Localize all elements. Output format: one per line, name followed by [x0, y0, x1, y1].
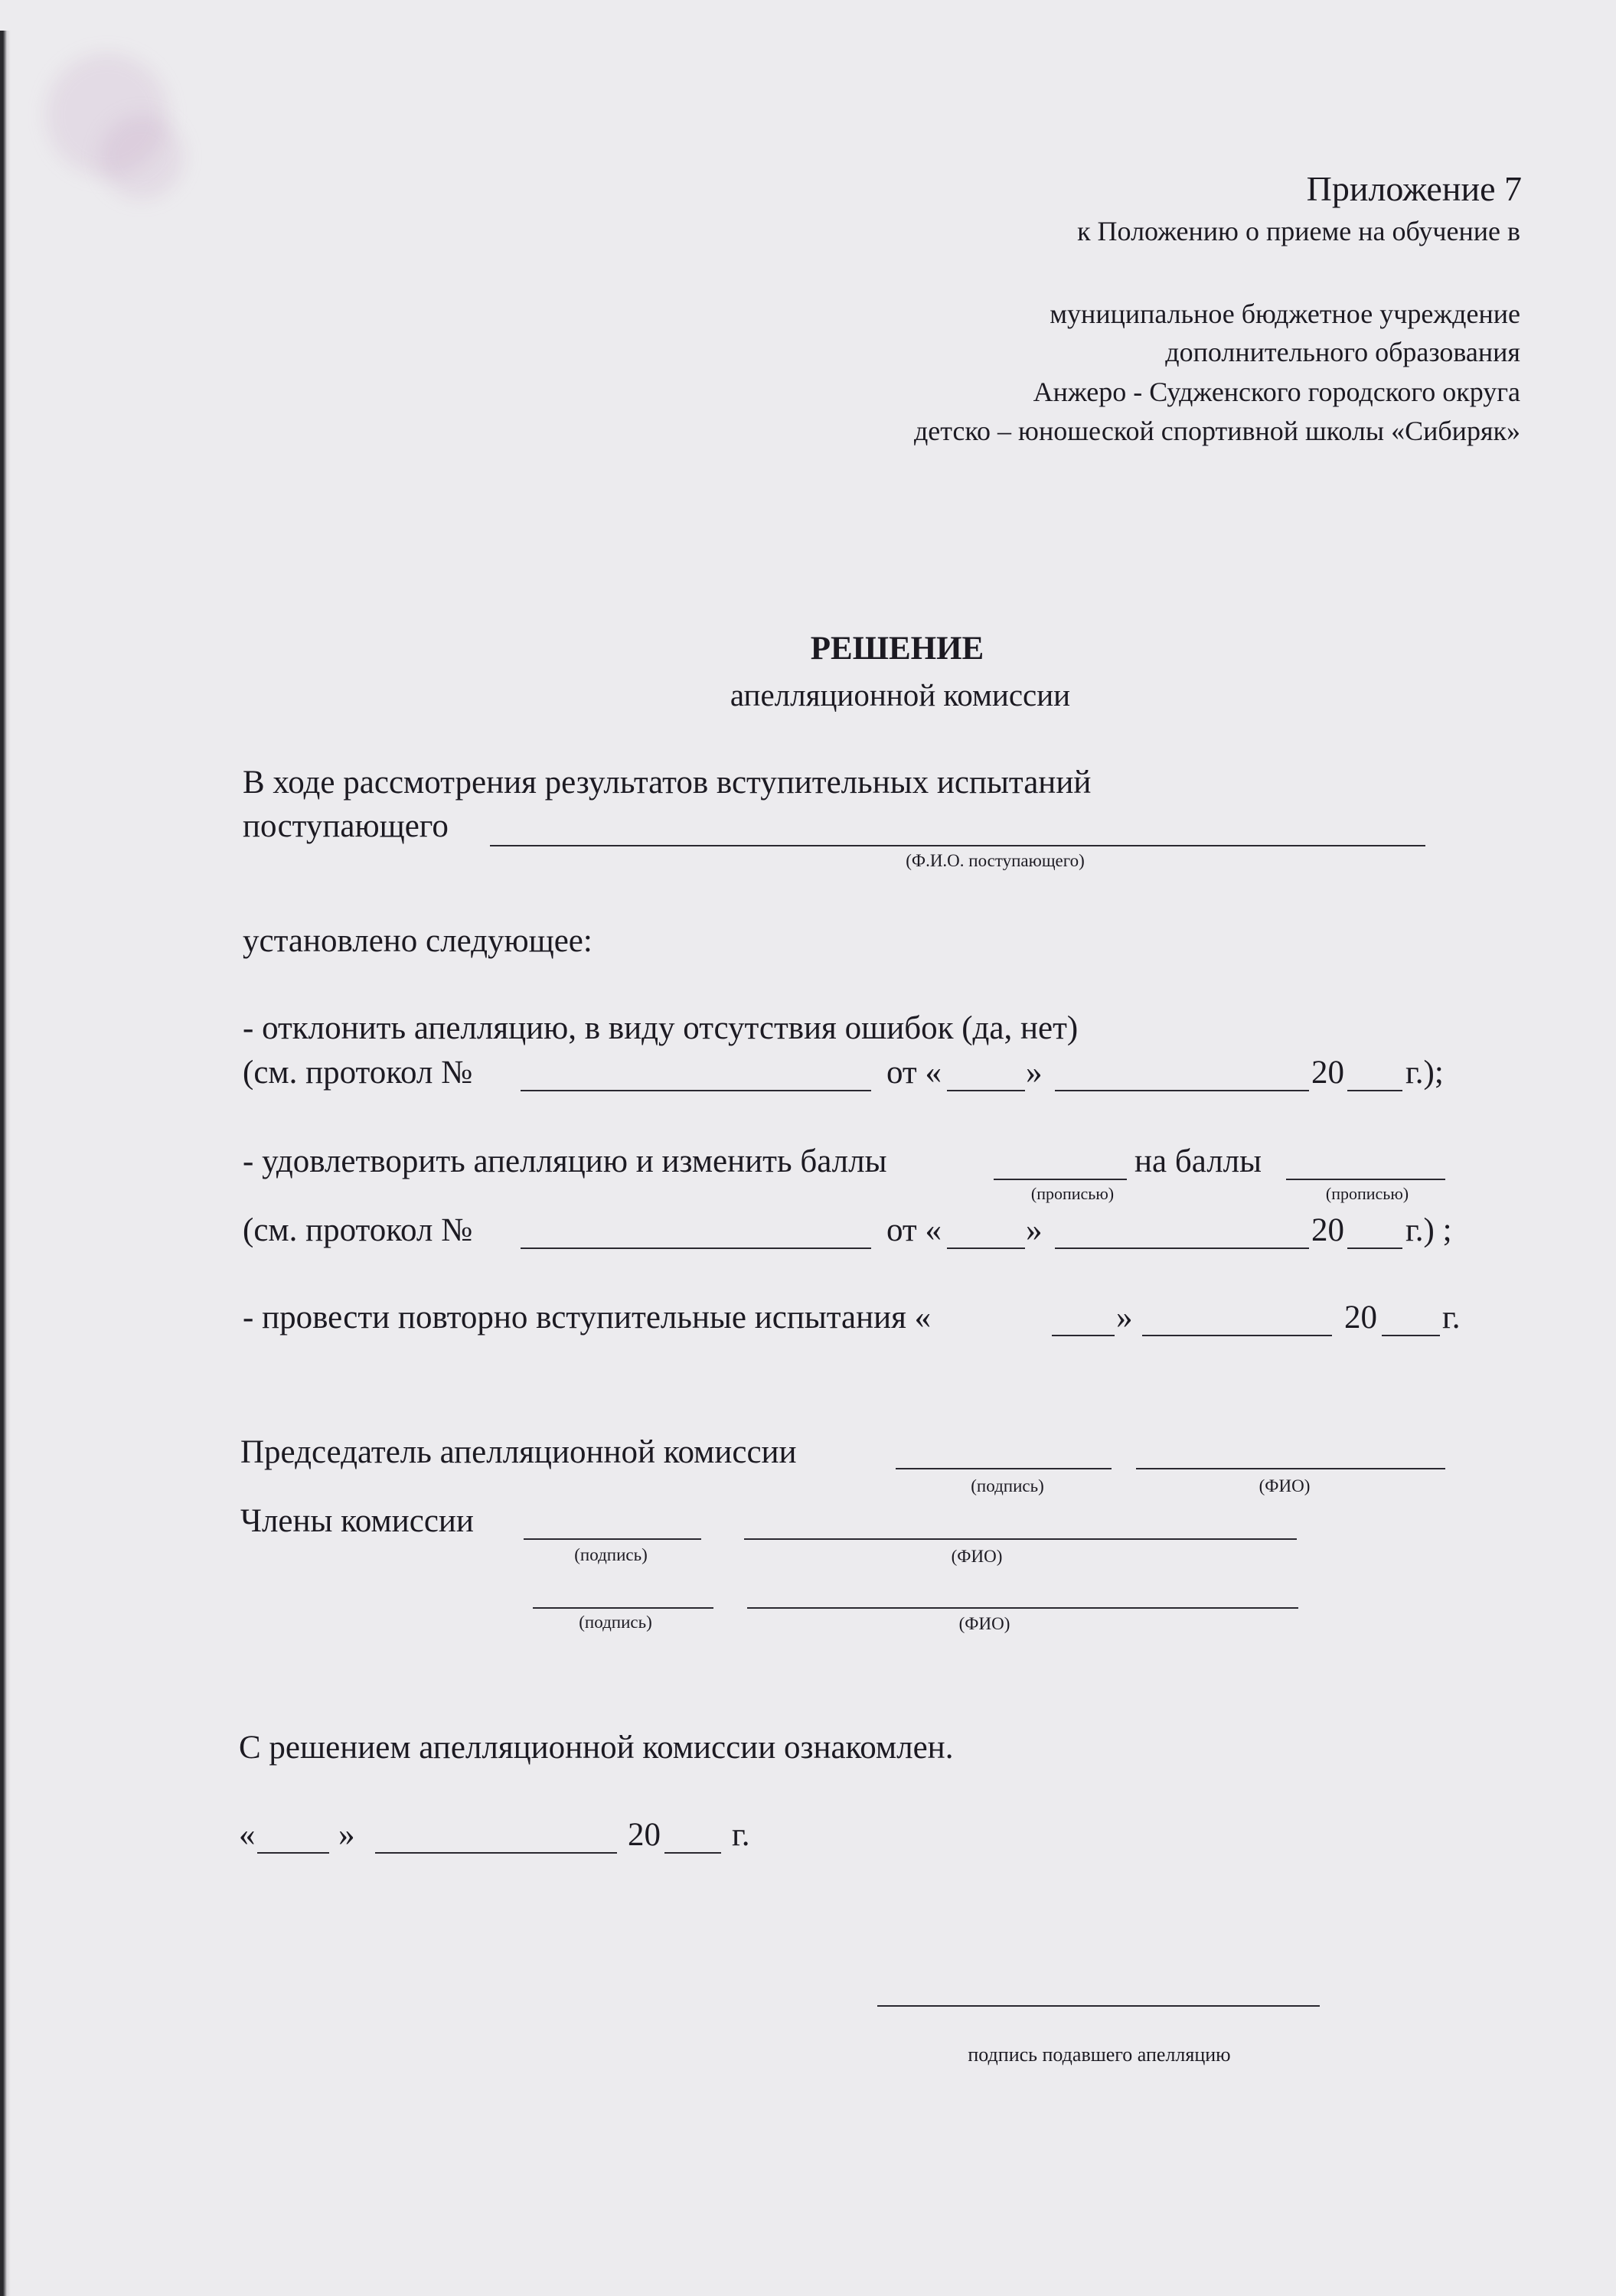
retest-month-field[interactable]: [1142, 1335, 1332, 1336]
acquainted-year-prefix: 20: [628, 1817, 661, 1853]
document-subtitle: апелляционной комиссии: [730, 677, 1071, 713]
member1-fio-field[interactable]: [744, 1538, 1297, 1540]
document-title: РЕШЕНИЕ: [810, 631, 984, 667]
year-suffix-1: г.);: [1405, 1055, 1444, 1091]
year-field-2[interactable]: [1347, 1247, 1402, 1249]
acquainted-year-field[interactable]: [664, 1852, 721, 1854]
fio-caption: (Ф.И.О. поступающего): [906, 851, 1085, 870]
member2-fio-caption: (ФИО): [958, 1614, 1010, 1633]
header-line-2: муниципальное бюджетное учреждение: [1050, 298, 1520, 329]
appellant-signature-caption: подпись подавшего апелляцию: [968, 2043, 1231, 2066]
year-prefix-2: 20: [1311, 1212, 1344, 1248]
year-suffix-2: г.) ;: [1405, 1212, 1452, 1248]
protocol-prefix-2: (см. протокол №: [243, 1212, 473, 1248]
retest-year-prefix: 20: [1344, 1300, 1377, 1336]
protocol-number-field-2[interactable]: [521, 1247, 871, 1249]
member2-signature-caption: (подпись): [579, 1613, 652, 1632]
chairman-label: Председатель апелляционной комиссии: [240, 1434, 797, 1470]
month-field-2[interactable]: [1055, 1247, 1309, 1249]
acquainted-day-field[interactable]: [257, 1852, 329, 1854]
close-quote-2: »: [1026, 1212, 1043, 1248]
member1-signature-field[interactable]: [524, 1538, 701, 1540]
chairman-fio-caption: (ФИО): [1259, 1476, 1311, 1495]
header-line-5: детско – юношеской спортивной школы «Сибиряк»: [913, 416, 1520, 446]
appellant-signature-field[interactable]: [877, 2005, 1320, 2007]
retest-day-field[interactable]: [1052, 1335, 1115, 1336]
retest-year-field[interactable]: [1382, 1335, 1440, 1336]
chairman-signature-caption: (подпись): [971, 1476, 1044, 1495]
applicant-name-field[interactable]: [490, 845, 1425, 846]
header-line-1: к Положению о приеме на обучение в: [1077, 216, 1520, 246]
retest-g: г.: [1442, 1300, 1461, 1336]
in-words-caption-1: (прописью): [1030, 1184, 1115, 1203]
chairman-signature-field[interactable]: [896, 1468, 1112, 1469]
intro-line-1: В ходе рассмотрения результатов вступительных испытаний: [243, 765, 1092, 801]
members-label: Члены комиссии: [240, 1503, 474, 1539]
new-score-field[interactable]: [1286, 1179, 1445, 1180]
satisfy-new-score-label: на баллы: [1134, 1143, 1262, 1179]
protocol-number-field-1[interactable]: [521, 1090, 871, 1091]
member1-signature-caption: (подпись): [574, 1545, 648, 1564]
retest-close-quote: »: [1116, 1300, 1133, 1336]
from-quote-1: от «: [886, 1055, 942, 1091]
acquainted-g: г.: [732, 1817, 750, 1853]
from-quote-2: от «: [886, 1212, 942, 1248]
year-field-1[interactable]: [1347, 1090, 1402, 1091]
established-text: установлено следующее:: [243, 923, 593, 959]
year-prefix-1: 20: [1311, 1055, 1344, 1091]
month-field-1[interactable]: [1055, 1090, 1309, 1091]
reject-option: - отклонить апелляцию, в виду отсутствия ошибок (да, нет): [243, 1010, 1079, 1046]
old-score-field[interactable]: [994, 1179, 1127, 1180]
day-field-2[interactable]: [947, 1247, 1025, 1249]
header-line-3: дополнительного образования: [1165, 337, 1520, 367]
chairman-fio-field[interactable]: [1136, 1468, 1445, 1469]
acquainted-date-close: »: [338, 1817, 355, 1853]
intro-line-2: поступающего: [243, 808, 449, 844]
in-words-caption-2: (прописью): [1325, 1184, 1409, 1203]
member2-fio-field[interactable]: [747, 1607, 1298, 1609]
appendix-number: Приложение 7: [1306, 169, 1522, 208]
acquainted-month-field[interactable]: [375, 1852, 617, 1854]
close-quote-1: »: [1026, 1055, 1043, 1091]
header-line-4: Анжеро - Судженского городского округа: [1033, 377, 1520, 407]
acquainted-date-open: «: [239, 1817, 256, 1853]
day-field-1[interactable]: [947, 1090, 1025, 1091]
member1-fio-caption: (ФИО): [951, 1547, 1003, 1566]
scan-stain: [100, 115, 184, 199]
protocol-prefix-1: (см. протокол №: [243, 1055, 473, 1091]
acquainted-text: С решением апелляционной комиссии ознакомлен.: [239, 1730, 954, 1766]
retest-option: - провести повторно вступительные испытания «: [243, 1300, 932, 1336]
satisfy-option: - удовлетворить апелляцию и изменить баллы: [243, 1143, 887, 1179]
scan-edge: [0, 31, 11, 2296]
member2-signature-field[interactable]: [533, 1607, 713, 1609]
